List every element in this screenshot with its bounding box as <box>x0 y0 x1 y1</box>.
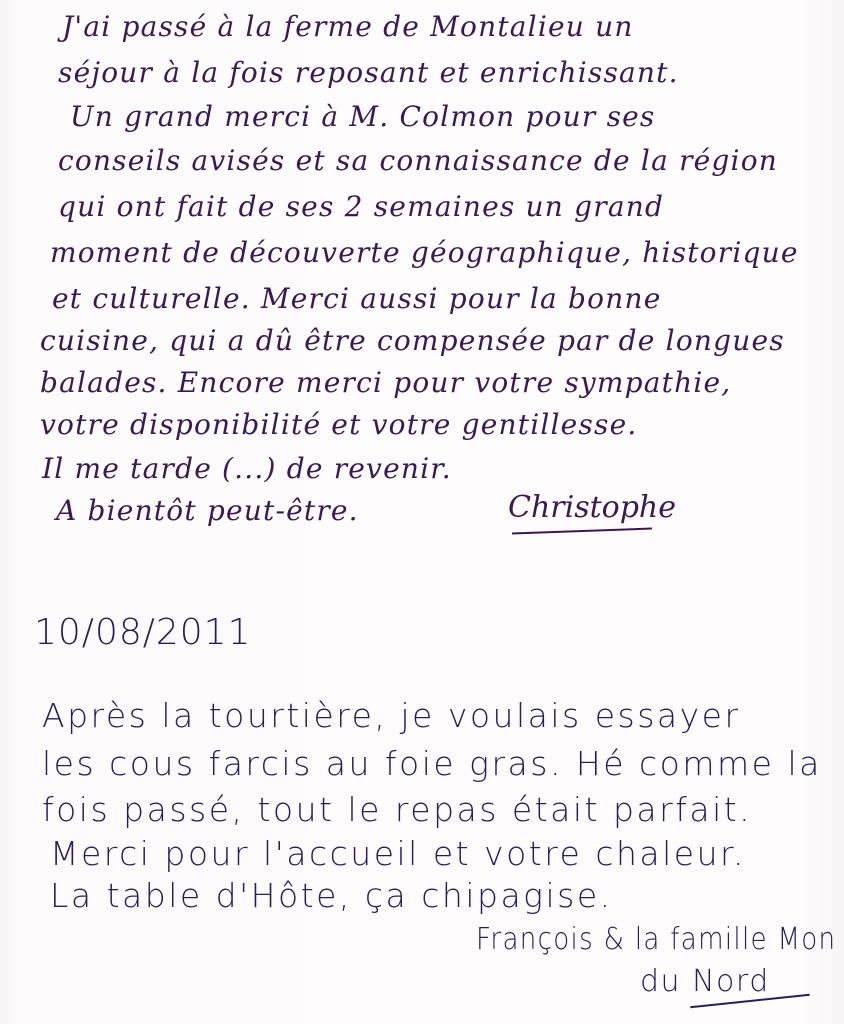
entry-line: cuisine, qui a dû être compensée par de longues <box>40 324 785 357</box>
entry-line: qui ont fait de ses 2 semaines un grand <box>58 190 665 223</box>
entry-line: séjour à la fois reposant et enrichissant. <box>58 56 679 89</box>
entry-line: balades. Encore merci pour votre sympathie, <box>40 366 732 399</box>
entry-date: 10/08/2011 <box>34 612 252 653</box>
entry-line: moment de découverte géographique, historique <box>50 236 799 269</box>
entry-line: les cous farcis au foie gras. Hé comme la <box>42 744 822 783</box>
entry-line: conseils avisés et sa connaissance de la région <box>58 144 778 177</box>
signature-underline <box>512 528 652 535</box>
entry-line: A bientôt peut-être. <box>56 494 359 527</box>
entry-line: La table d'Hôte, ça chipagise. <box>50 876 613 915</box>
entry-line: Après la tourtière, je voulais essayer <box>42 696 741 735</box>
entry-line: Il me tarde (...) de revenir. <box>42 452 452 485</box>
entry-line: Un grand merci à M. Colmon pour ses <box>70 100 656 133</box>
entry-line: J'ai passé à la ferme de Montalieu un <box>62 10 634 43</box>
signature-francois-line2: du Nord <box>640 964 770 999</box>
signature-christophe: Christophe <box>508 490 677 525</box>
entry-line: et culturelle. Merci aussi pour la bonne <box>52 282 662 315</box>
entry-line: Merci pour l'accueil et votre chaleur. <box>50 834 747 873</box>
entry-line: votre disponibilité et votre gentillesse. <box>40 408 638 441</box>
signature-francois: François & la famille Mon <box>476 922 837 957</box>
entry-line: fois passé, tout le repas était parfait. <box>42 790 753 829</box>
